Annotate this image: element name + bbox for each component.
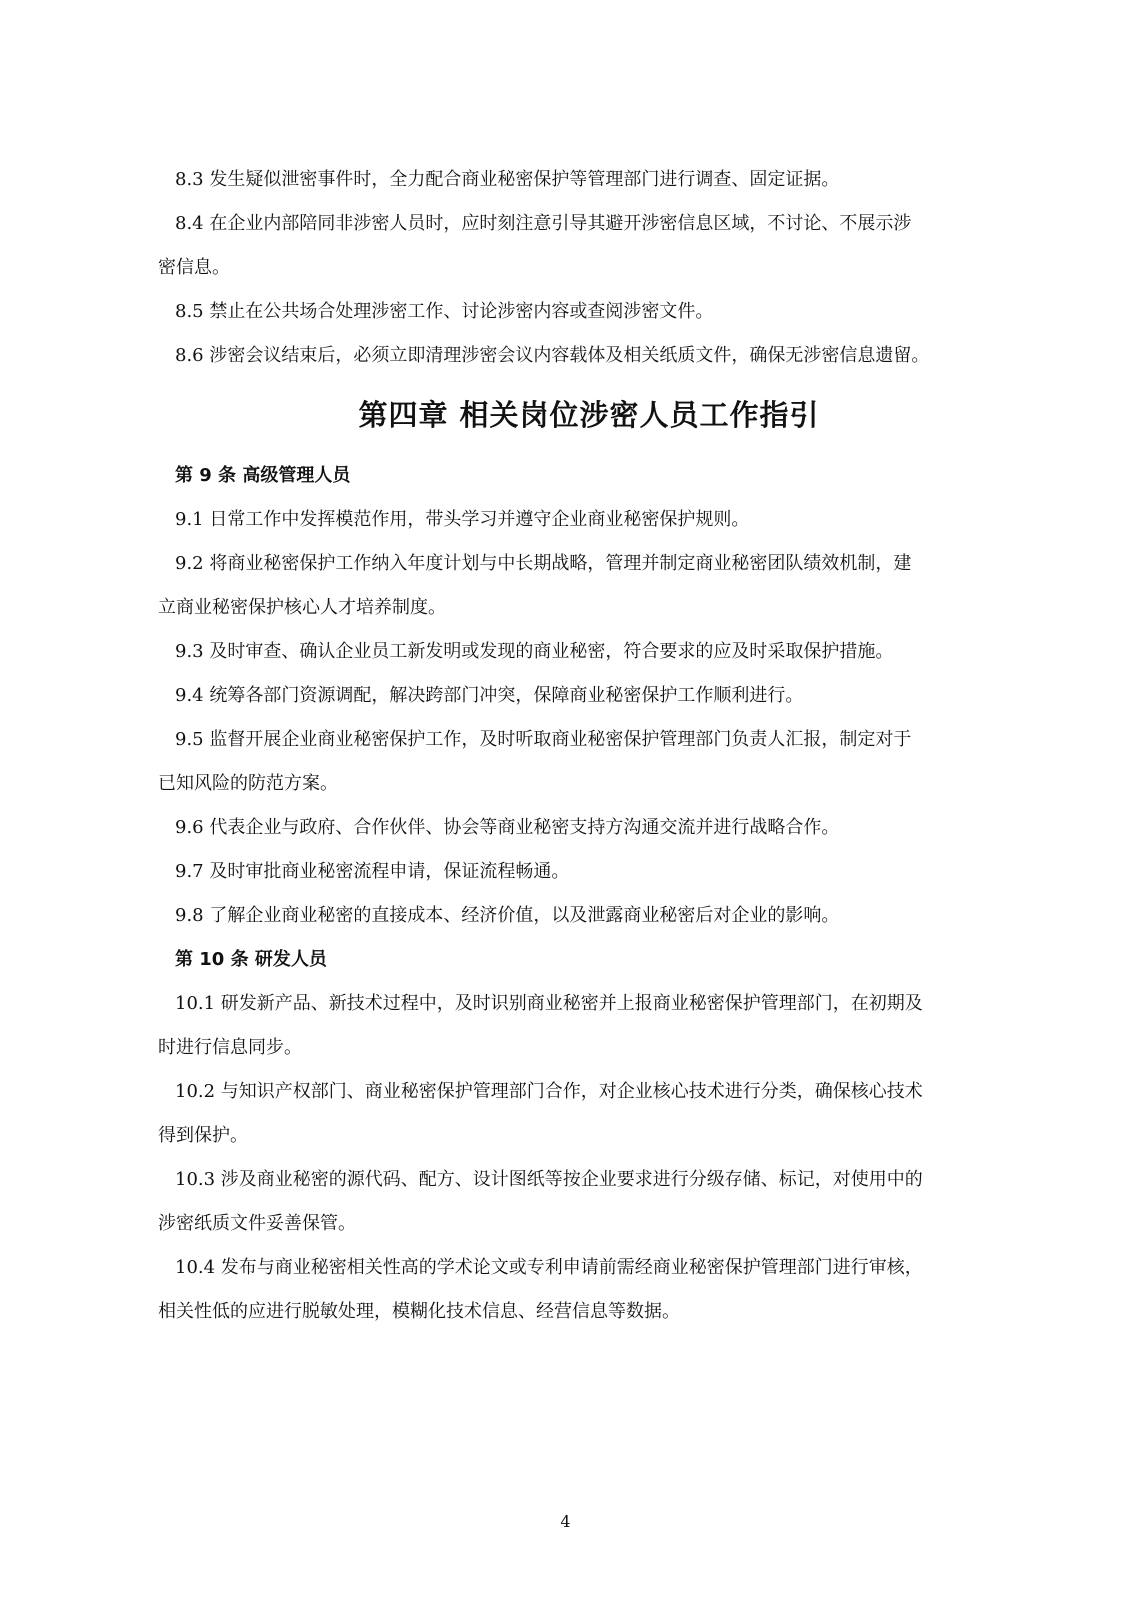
clause-8-5: 8.5 禁止在公共场合处理涉密工作、讨论涉密内容或查阅涉密文件。: [175, 301, 714, 322]
page-number: 4: [560, 1512, 571, 1531]
clause-10-3-line1: 10.3 涉及商业秘密的源代码、配方、设计图纸等按企业要求进行分级存储、标记，对使用中的: [175, 1169, 923, 1190]
article-10-title: 第 10 条 研发人员: [175, 949, 327, 970]
clause-9-3: 9.3 及时审查、确认企业员工新发明或发现的商业秘密，符合要求的应及时采取保护措施。: [175, 641, 894, 662]
clause-9-6: 9.6 代表企业与政府、合作伙伴、协会等商业秘密支持方沟通交流并进行战略合作。: [175, 817, 840, 838]
clause-10-4-line1: 10.4 发布与商业秘密相关性高的学术论文或专利申请前需经商业秘密保护管理部门进行审核，: [175, 1257, 923, 1278]
clause-10-4-line2: 相关性低的应进行脱敏处理，模糊化技术信息、经营信息等数据。: [158, 1301, 680, 1322]
clause-9-7: 9.7 及时审批商业秘密流程申请，保证流程畅通。: [175, 861, 570, 882]
clause-9-5-line2: 已知风险的防范方案。: [158, 773, 338, 794]
clause-10-2-line1: 10.2 与知识产权部门、商业秘密保护管理部门合作，对企业核心技术进行分类，确保核心技术: [175, 1081, 923, 1102]
clause-8-4-line2: 密信息。: [158, 257, 230, 278]
clause-9-1: 9.1 日常工作中发挥模范作用，带头学习并遵守企业商业秘密保护规则。: [175, 509, 750, 530]
clause-9-4: 9.4 统筹各部门资源调配，解决跨部门冲突，保障商业秘密保护工作顺利进行。: [175, 685, 804, 706]
clause-10-1-line2: 时进行信息同步。: [158, 1037, 302, 1058]
clause-10-2-line2: 得到保护。: [158, 1125, 248, 1146]
article-9-title: 第 9 条 高级管理人员: [175, 465, 351, 486]
clause-8-4-line1: 8.4 在企业内部陪同非涉密人员时，应时刻注意引导其避开涉密信息区域，不讨论、不展示涉: [175, 213, 912, 234]
clause-9-2-line2: 立商业秘密保护核心人才培养制度。: [158, 597, 446, 618]
clause-10-3-line2: 涉密纸质文件妥善保管。: [158, 1213, 356, 1234]
clause-9-5-line1: 9.5 监督开展企业商业秘密保护工作，及时听取商业秘密保护管理部门负责人汇报，制定对于: [175, 729, 912, 750]
clause-9-8: 9.8 了解企业商业秘密的直接成本、经济价值，以及泄露商业秘密后对企业的影响。: [175, 905, 840, 926]
page-content: [158, 158, 1003, 1334]
chapter-title: 第四章 相关岗位涉密人员工作指引: [358, 398, 820, 432]
clause-8-3: 8.3 发生疑似泄密事件时，全力配合商业秘密保护等管理部门进行调查、固定证据。: [175, 169, 840, 190]
clause-8-6: 8.6 涉密会议结束后，必须立即清理涉密会议内容载体及相关纸质文件，确保无涉密信息遗留。: [175, 345, 930, 366]
clause-10-1-line1: 10.1 研发新产品、新技术过程中，及时识别商业秘密并上报商业秘密保护管理部门，在初期及: [175, 993, 923, 1014]
clause-9-2-line1: 9.2 将商业秘密保护工作纳入年度计划与中长期战略，管理并制定商业秘密团队绩效机制，建: [175, 553, 912, 574]
